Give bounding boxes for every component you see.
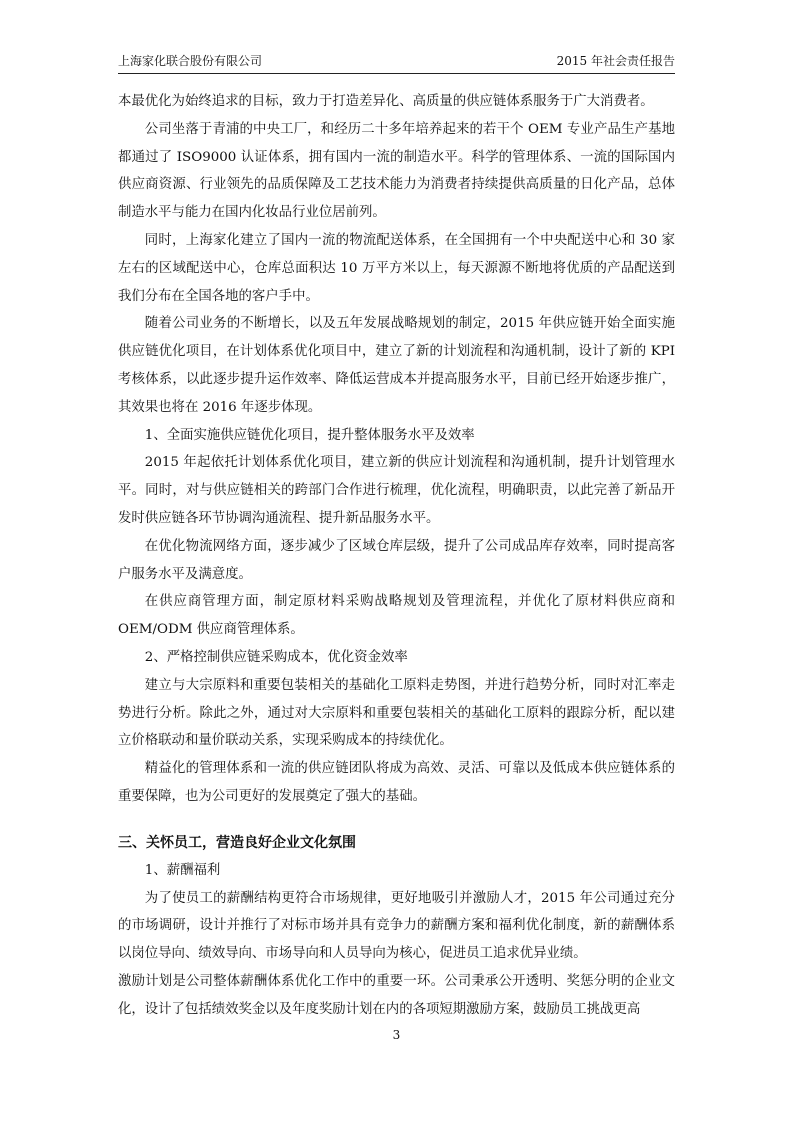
paragraph: 建立与大宗原料和重要包装相关的基础化工原料走势图，并进行趋势分析，同时对汇率走势进行分析。除此之外，通过对大宗原料和重要包装相关的基础化工原料的跟踪分析，配以建立价格联动和量价联动关系，实现采购成本的持续优化。 [118,677,675,749]
header-report-title: 2015 年社会责任报告 [556,54,675,68]
paragraph: 随着公司业务的不断增长，以及五年发展战略规划的制定，2015 年供应链开始全面实施供应链优化项目，在计划体系优化项目中，建立了新的计划流程和沟通机制，设计了新的 KPI 考核体系，以此逐步提升运作效率、降低运营成本并提高服务水平，目前已经开始逐步推广，其效果也将在 2016 年逐步体现。 [118,316,675,415]
paragraph: 公司坐落于青浦的中央工厂，和经历二十多年培养起来的若干个 OEM 专业产品生产基地都通过了 ISO9000 认证体系，拥有国内一流的制造水平。科学的管理体系、一流的国际国内供应商资源、行业领先的品质保障及工艺技术能力为消费者持续提供高质量的日化产品，总体制造水平与能力在国内化妆品行业位居前列。 [118,121,675,221]
header-company: 上海家化联合股份有限公司 [118,54,263,68]
subheading: 2、严格控制供应链采购成本，优化资金效率 [144,649,408,665]
subheading: 1、薪酬福利 [144,862,221,878]
paragraph: 2015 年起依托计划体系优化项目，建立新的供应计划流程和沟通机制，提升计划管理水平。同时，对与供应链相关的跨部门合作进行梳理，优化流程，明确职责，以此完善了新品开发时供应链各环节协调沟通流程、提升新品服务水平。 [118,455,675,526]
page-body [118,88,675,1024]
paragraph: 在优化物流网络方面，逐步减少了区域仓库层级，提升了公司成品库存效率，同时提高客户服务水平及满意度。 [118,538,675,582]
page-number: 3 [392,1028,401,1042]
paragraph: 在供应商管理方面，制定原材料采购战略规划及管理流程，并优化了原材料供应商和 OEM/ODM 供应商管理体系。 [118,594,675,638]
paragraph: 为了使员工的薪酬结构更符合市场规律，更好地吸引并激励人才，2015 年公司通过充分的市场调研，设计并推行了对标市场并具有竞争力的薪酬方案和福利优化制度，新的薪酬体系以岗位导向、绩效导向、市场导向和人员导向为核心，促进员工追求优异业绩。 [118,890,675,962]
subheading: 1、全面实施供应链优化项目，提升整体服务水平及效率 [144,427,475,443]
paragraph: 激励计划是公司整体薪酬体系优化工作中的重要一环。公司秉承公开透明、奖惩分明的企业文化，设计了包括绩效奖金以及年度奖励计划在内的各项短期激励方案，鼓励员工挑战更高 [118,973,675,1017]
paragraph: 同时，上海家化建立了国内一流的物流配送体系，在全国拥有一个中央配送中心和 30 家左右的区域配送中心，仓库总面积达 10 万平方米以上，每天源源不断地将优质的产品配送到我们分布在全国各地的客户手中。 [118,232,675,304]
header-divider [118,73,675,74]
page-header [118,52,675,74]
section-title: 三、关怀员工，营造良好企业文化氛围 [118,834,356,851]
paragraph: 精益化的管理体系和一流的供应链团队将成为高效、灵活、可靠以及低成本供应链体系的重要保障，也为公司更好的发展奠定了强大的基础。 [118,761,675,804]
paragraph: 本最优化为始终追求的目标，致力于打造差异化、高质量的供应链体系服务于广大消费者。 [118,94,654,109]
